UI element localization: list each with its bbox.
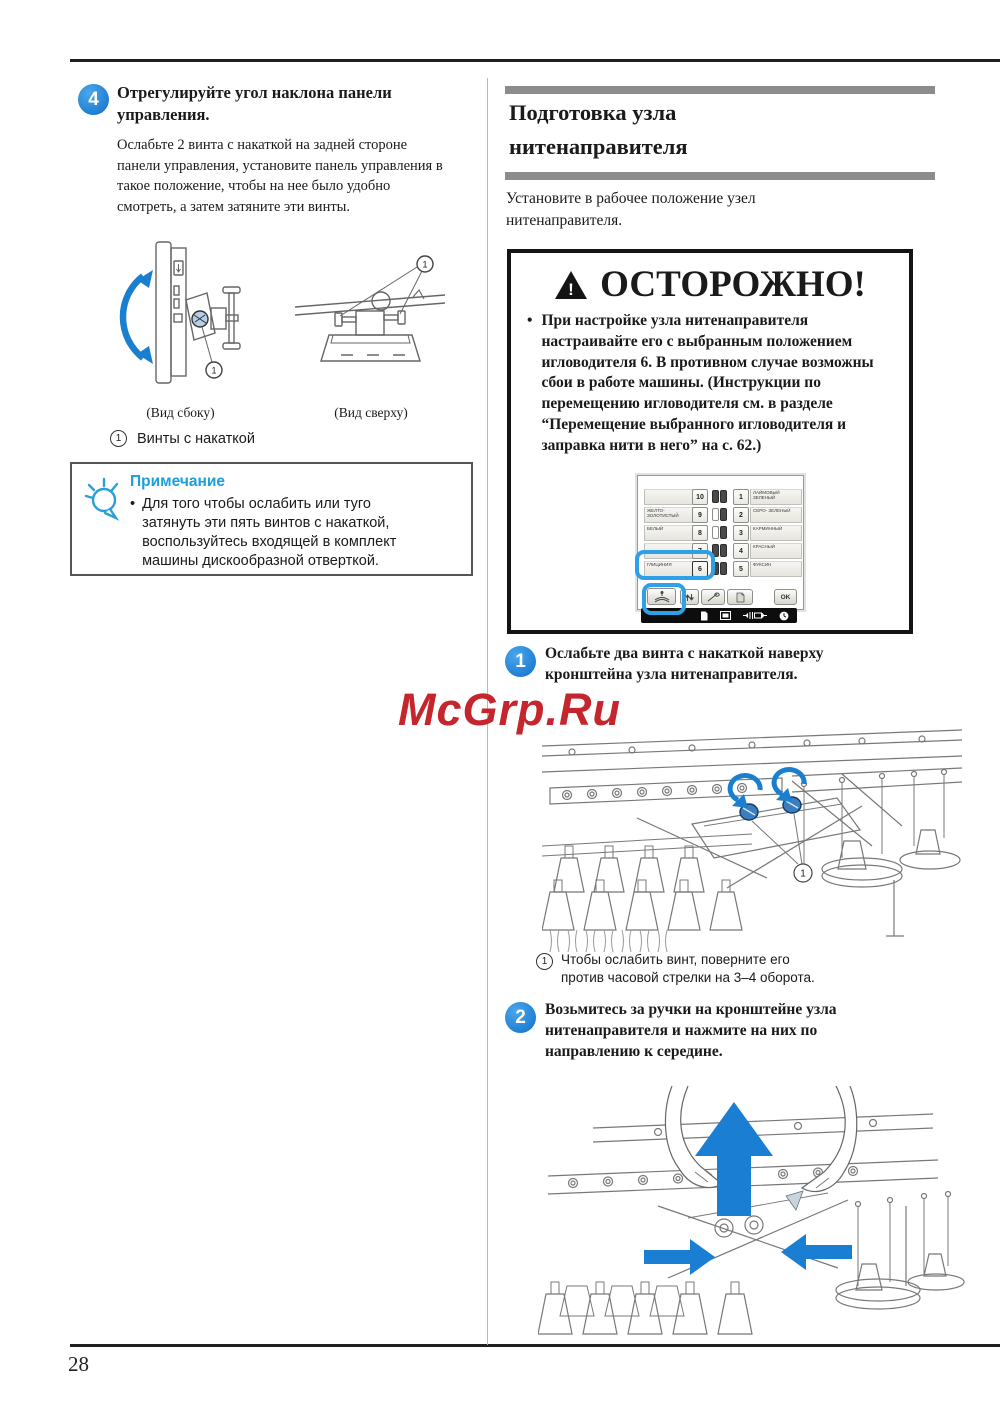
step1-text: Ослабьте два винта с накаткой наверху кронштейна узла нитенаправителя. [545, 645, 824, 683]
svg-text:1: 1 [422, 259, 428, 270]
page-number: 28 [68, 1352, 89, 1376]
threading-button [701, 589, 725, 605]
thread-label: ЖЕЛТО-ЗОЛОТИСТЫЙ [644, 507, 695, 523]
spool-indicator [720, 562, 727, 575]
svg-text:!: ! [568, 279, 575, 299]
warning-triangle-icon [554, 270, 588, 300]
footnote-text: Чтобы ослабить винт, поверните его против часовой стрелки на 3–4 оборота. [561, 952, 815, 986]
needle-number-button: 8 [692, 525, 708, 541]
needle-number-button: 5 [733, 561, 749, 577]
svg-text:1: 1 [211, 365, 217, 376]
delete-button [727, 589, 753, 605]
display-icon [720, 611, 731, 620]
clock-icon [779, 611, 789, 621]
spool-indicator [720, 508, 727, 521]
step4-body: Ослабьте 2 винта с накаткой на задней стороне панели управления, установите панель управления в такое положение, чтобы на нее было удобно смотреть, а затем затяните эти винты. [117, 137, 443, 215]
document-icon [700, 611, 708, 621]
thread-label: КРАСНЫЙ [750, 543, 802, 559]
note-bullet [130, 495, 430, 572]
warning-bullet [527, 311, 885, 456]
spool-indicator [712, 526, 719, 539]
spool-indicator [720, 490, 727, 503]
spool-indicator [720, 544, 727, 557]
frame-move-icon [743, 611, 767, 620]
machine-screen [637, 475, 804, 610]
spool-indicator [712, 490, 719, 503]
spool-indicator [712, 508, 719, 521]
footnote-callout-marker: 1 [536, 953, 553, 970]
bottom-rule [70, 1344, 1000, 1347]
note-box [70, 462, 473, 576]
thread-label: БЕЛЫЙ [644, 525, 695, 541]
thread-label [644, 489, 695, 505]
needle-number-button: 6 [692, 561, 708, 577]
thread-label: КАРМИННЫЙ [750, 525, 802, 541]
step1-badge: 1 [505, 646, 536, 677]
panel-top-view-illustration [295, 250, 447, 384]
step2-text: Возьмитесь за ручки на кронштейне узла нитенаправителя и нажмите на них по направлению к середине. [545, 1001, 837, 1060]
thread-guide-screws-illustration [542, 726, 962, 954]
footnote-1 [536, 951, 836, 987]
step4-badge: 4 [78, 84, 109, 115]
note-title: Примечание [130, 473, 225, 490]
note-bullet-text: Для того чтобы ослабить или туго затянуть эти пять винтов с накаткой, воспользуйтесь входящей в комплект машины дискообразной отверткой. [142, 496, 397, 570]
spool-indicator [720, 526, 727, 539]
bullet-dot [130, 495, 135, 572]
lightbulb-icon [84, 476, 124, 528]
warning-bullet-text: При настройке узла нитенаправителя настраивайте его с выбранным положением игловодителя 6. В противном случае возможны сбои в работе машины. (Инструкции по перемещению игловодителя см. в разделе “Перемещение выбранного игловодителя и заправка нити в него” на с. 62.) [541, 312, 874, 454]
top-rule [70, 59, 1000, 62]
thread-label: СЕРО- ЗЕЛЕНЫЙ [750, 507, 802, 523]
needle-number-button: 2 [733, 507, 749, 523]
thread-label: ГЛИЦИНИЯ [644, 561, 695, 577]
section-title: Подготовка узла нитенаправителя [509, 100, 688, 159]
ok-button: OK [774, 589, 797, 605]
watermark: McGrp.Ru [398, 684, 622, 735]
threader-icon [706, 592, 720, 602]
push-thread-guide-illustration [538, 1086, 965, 1336]
warning-box [507, 249, 913, 634]
legend-callout-marker: 1 [110, 430, 127, 447]
thread-label: ФУКСИН [750, 561, 802, 577]
caption-side-view: (Вид сбоку) [146, 405, 215, 420]
selected-needle-highlight [635, 550, 715, 580]
step2-badge: 2 [505, 1002, 536, 1033]
warning-title: ОСТОРОЖНО! [600, 264, 866, 305]
step4-heading: Отрегулируйте угол наклона панели управления. [117, 83, 392, 124]
warning-title-row [511, 263, 909, 306]
needle-number-button: 10 [692, 489, 708, 505]
bullet-dot [527, 311, 532, 456]
figure-legend [110, 430, 255, 447]
needle-number-button: 9 [692, 507, 708, 523]
needle-number-button: 7 [692, 543, 708, 559]
needle-set-button-highlight [642, 583, 686, 615]
svg-text:1: 1 [800, 868, 806, 880]
caption-top-view: (Вид сверху) [334, 405, 408, 420]
section-bar-top [505, 86, 935, 94]
needle-number-button: 1 [733, 489, 749, 505]
panel-side-view-illustration [110, 236, 252, 404]
needle-number-button: 3 [733, 525, 749, 541]
section-bar-bottom [505, 172, 935, 180]
thread-label: ЛАЙМОВЫЙ ЗЕЛЕНЫЙ [750, 489, 802, 505]
section-intro: Установите в рабочее положение узел нитенаправителя. [506, 190, 756, 229]
page-delete-icon [735, 592, 746, 603]
needle-number-button: 4 [733, 543, 749, 559]
legend-text: Винты с накаткой [137, 430, 255, 447]
